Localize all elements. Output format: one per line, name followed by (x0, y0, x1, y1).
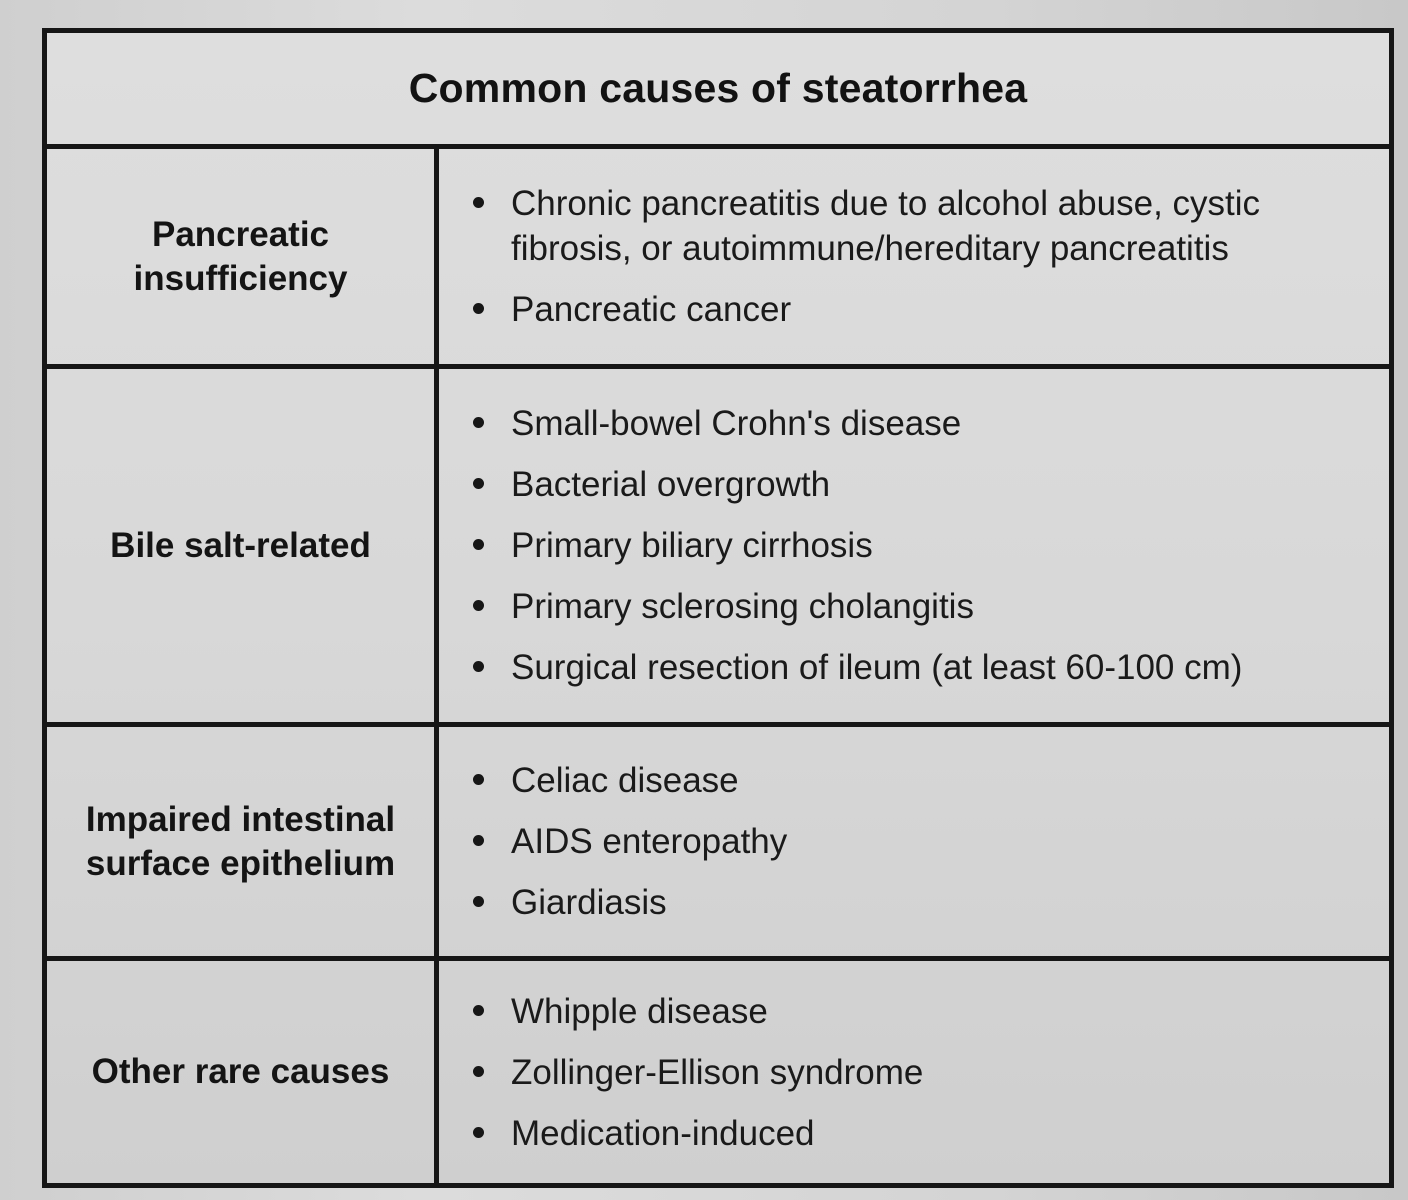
bullet-icon (473, 303, 484, 314)
bullet-icon (473, 896, 484, 907)
table-row (47, 727, 1389, 961)
list-item: Pancreatic cancer (467, 287, 1359, 332)
bullet-icon (473, 600, 484, 611)
category-cell (47, 149, 439, 364)
table-row (47, 961, 1389, 1183)
category-cell (47, 369, 439, 722)
category-label: Impaired intestinal surface epithelium (85, 799, 396, 883)
bullet-icon (473, 1127, 484, 1138)
causes-list (467, 989, 1359, 1156)
list-item: Bacterial overgrowth (467, 462, 1359, 507)
list-item: Primary biliary cirrhosis (467, 523, 1359, 568)
causes-cell (439, 727, 1389, 956)
causes-list (467, 758, 1359, 925)
steatorrhea-table (42, 28, 1394, 1188)
category-label: Other rare causes (91, 1052, 390, 1091)
list-item: Small-bowel Crohn's disease (467, 401, 1359, 446)
causes-cell (439, 149, 1389, 364)
table-title: Common causes of steatorrhea (408, 65, 1028, 111)
causes-cell (439, 961, 1389, 1183)
category-label: Pancreatic insufficiency (133, 214, 348, 298)
bullet-icon (473, 1066, 484, 1077)
bullet-icon (473, 478, 484, 489)
list-item: Celiac disease (467, 758, 1359, 803)
list-item: Chronic pancreatitis due to alcohol abuse, cystic fibrosis, or autoimmune/hereditary pancreatitis (467, 181, 1359, 271)
table-row (47, 149, 1389, 369)
bullet-icon (473, 197, 484, 208)
bullet-icon (473, 661, 484, 672)
list-item: AIDS enteropathy (467, 819, 1359, 864)
bullet-icon (473, 417, 484, 428)
causes-list (467, 181, 1359, 332)
bullet-icon (473, 539, 484, 550)
list-item: Giardiasis (467, 880, 1359, 925)
list-item: Zollinger-Ellison syndrome (467, 1050, 1359, 1095)
list-item: Primary sclerosing cholangitis (467, 584, 1359, 629)
list-item: Medication-induced (467, 1111, 1359, 1156)
category-label: Bile salt-related (110, 525, 371, 565)
list-item: Surgical resection of ileum (at least 60-100 cm) (467, 645, 1359, 690)
category-cell (47, 961, 439, 1183)
list-item: Whipple disease (467, 989, 1359, 1034)
bullet-icon (473, 774, 484, 785)
category-cell (47, 727, 439, 956)
bullet-icon (473, 1005, 484, 1016)
causes-cell (439, 369, 1389, 722)
table-title-row (47, 33, 1389, 149)
bullet-icon (473, 835, 484, 846)
table-row (47, 369, 1389, 727)
causes-list (467, 401, 1359, 690)
